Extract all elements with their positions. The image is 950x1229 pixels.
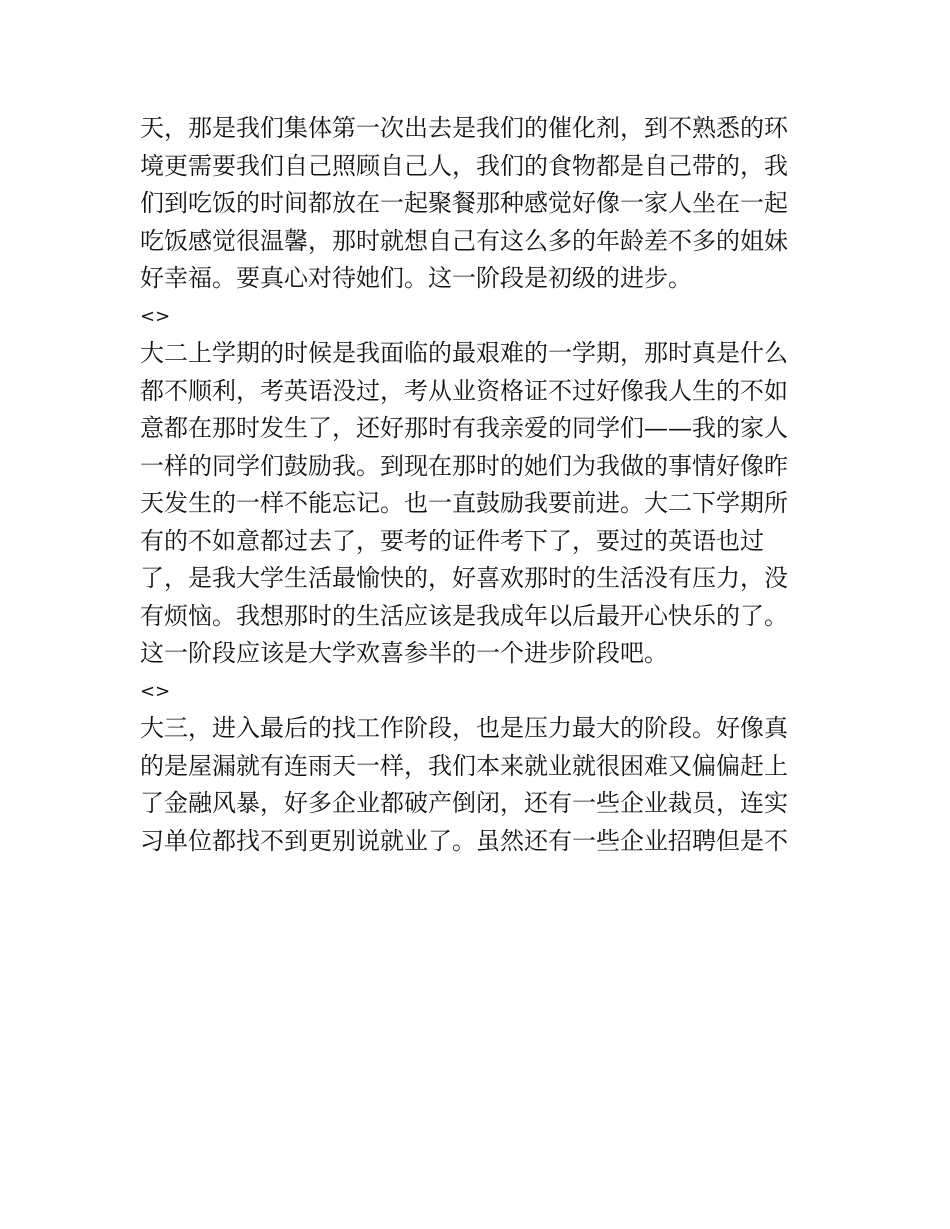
- section-separator: <>: [140, 305, 171, 327]
- text-line: 境更需要我们自己照顾自己人，我们的食物都是自己带的，我: [140, 151, 788, 180]
- text-line: 的是屋漏就有连雨天一样，我们本来就业就很困难又偏偏赶上: [140, 751, 788, 780]
- text-line: 天发生的一样不能忘记。也一直鼓励我要前进。大二下学期所: [140, 489, 788, 517]
- text-line: 大三，进入最后的找工作阶段，也是压力最大的阶段。好像真: [140, 714, 788, 742]
- text-line: 意都在那时发生了，还好那时有我亲爱的同学们——我的家人: [140, 414, 788, 442]
- paragraph-sophomore-year: [140, 335, 820, 673]
- paragraph-group-outing: [140, 110, 820, 298]
- document-page: [140, 110, 820, 860]
- text-line: 好幸福。要真心对待她们。这一阶段是初级的进步。: [140, 264, 692, 292]
- text-line: 有的不如意都过去了，要考的证件考下了，要过的英语也过: [140, 526, 764, 555]
- text-line: 吃饭感觉很温馨，那时就想自己有这么多的年龄差不多的姐妹: [140, 226, 788, 255]
- text-line: 有烦恼。我想那时的生活应该是我成年以后最开心快乐的了。: [140, 601, 788, 630]
- text-line: 天，那是我们集体第一次出去是我们的催化剂，到不熟悉的环: [140, 114, 788, 142]
- text-line: 了，是我大学生活最愉快的，好喜欢那时的生活没有压力，没: [140, 564, 788, 592]
- text-line: 大二上学期的时候是我面临的最艰难的一学期，那时真是什么: [140, 339, 788, 367]
- text-line: 了金融风暴，好多企业都破产倒闭，还有一些企业裁员，连实: [140, 789, 788, 817]
- paragraph-junior-year: [140, 710, 820, 860]
- text-line: 都不顺利，考英语没过，考从业资格证不过好像我人生的不如: [140, 376, 788, 405]
- text-line: 习单位都找不到更别说就业了。虽然还有一些企业招聘但是不: [140, 826, 788, 855]
- text-line: 们到吃饭的时间都放在一起聚餐那种感觉好像一家人坐在一起: [140, 189, 788, 217]
- section-separator: <>: [140, 680, 171, 702]
- text-line: 一样的同学们鼓励我。到现在那时的她们为我做的事情好像昨: [140, 451, 788, 480]
- text-line: 这一阶段应该是大学欢喜参半的一个进步阶段吧。: [140, 639, 668, 667]
